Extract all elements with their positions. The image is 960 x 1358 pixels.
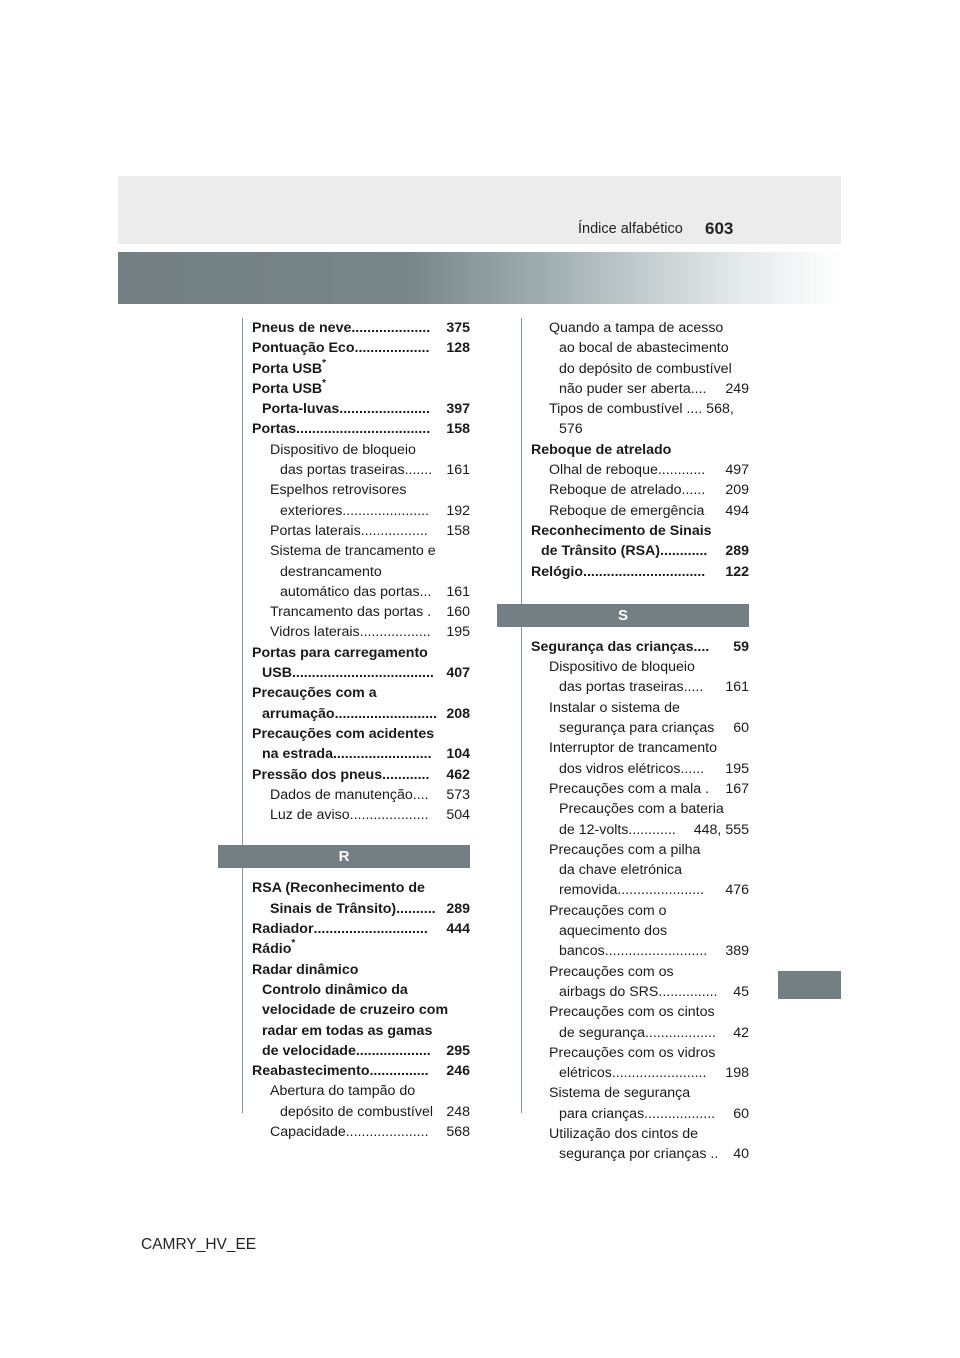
- page-reference: 208: [446, 705, 470, 722]
- page-reference: 42: [733, 1024, 749, 1041]
- entry-term: segurança para crianças: [559, 720, 715, 737]
- index-entry: [531, 677, 749, 697]
- dot-leader: ..........................: [604, 943, 708, 960]
- index-entry: [252, 1021, 470, 1041]
- index-entry: [252, 1102, 470, 1122]
- index-entry: [531, 480, 749, 500]
- entry-term: Dispositivo de bloqueio: [270, 441, 416, 458]
- index-entry: [531, 1043, 749, 1063]
- index-entry: [531, 779, 749, 799]
- entry-term: Dados de manutenção: [270, 786, 413, 803]
- entry-term: Reboque de atrelado: [531, 441, 672, 458]
- entry-term: Relógio: [531, 563, 584, 580]
- page-reference: 389: [725, 943, 749, 960]
- index-entry: [531, 941, 749, 961]
- index-entry: [252, 1081, 470, 1101]
- index-entry: [531, 419, 749, 439]
- chapter-side-tab: [778, 971, 841, 999]
- page-reference: 462: [446, 766, 470, 783]
- entry-term: Precauções com os vidros: [549, 1044, 716, 1061]
- index-entry: [252, 480, 470, 500]
- index-entry: [252, 359, 470, 379]
- page-reference: 248: [446, 1103, 470, 1120]
- dot-leader: ....................................: [291, 665, 434, 682]
- entry-term: para crianças: [559, 1105, 645, 1122]
- entry-term: das portas traseiras: [559, 679, 684, 696]
- index-entry: [252, 460, 470, 480]
- page-reference: 160: [446, 604, 470, 621]
- entry-term: ao bocal de abastecimento: [559, 340, 729, 357]
- entry-term: Portas para carregamento: [252, 644, 428, 661]
- index-entry: [252, 1041, 470, 1061]
- dot-leader: ...................: [355, 1042, 431, 1059]
- entry-term: Radar dinâmico: [252, 961, 359, 978]
- entry-term: do depósito de combustível: [559, 360, 732, 377]
- index-entry: [531, 880, 749, 900]
- index-entry: [531, 460, 749, 480]
- header-gradient-bar: [118, 252, 841, 304]
- dot-leader: .........................: [332, 746, 432, 763]
- page-reference: 158: [446, 522, 470, 539]
- page-reference: 104: [446, 746, 470, 763]
- entry-term: Dispositivo de bloqueio: [549, 659, 695, 676]
- index-entry: [531, 318, 749, 338]
- entry-term: Reboque de atrelado: [549, 482, 682, 499]
- index-entry: [252, 704, 470, 724]
- index-entry: [531, 541, 749, 561]
- page-reference: 192: [446, 502, 470, 519]
- index-entry: [531, 521, 749, 541]
- page-reference: 246: [446, 1063, 470, 1080]
- entry-term: de velocidade: [262, 1042, 356, 1059]
- entry-term: arrumação: [262, 705, 335, 722]
- index-entry: [531, 657, 749, 677]
- entry-term: Porta USB: [252, 360, 323, 377]
- index-entry: [531, 820, 749, 840]
- dot-leader: ..................: [359, 624, 431, 641]
- entry-term: Reboque de emergência: [549, 502, 705, 519]
- dot-leader: ..................: [644, 1105, 716, 1122]
- dot-leader: ............: [660, 543, 708, 560]
- entry-term: Sinais de Trânsito): [270, 900, 397, 917]
- index-entry: [531, 399, 749, 419]
- page-reference: 158: [446, 421, 470, 438]
- entry-term: Reconhecimento de Sinais: [531, 522, 712, 539]
- index-entry: [252, 805, 470, 825]
- entries-p: [252, 318, 470, 825]
- page-reference: 504: [446, 807, 470, 824]
- index-entry: [252, 379, 470, 399]
- dot-leader: ....................: [351, 320, 431, 336]
- index-entry: [531, 1023, 749, 1043]
- dot-leader: ..........................: [334, 705, 438, 722]
- dot-leader: ......................: [617, 882, 705, 899]
- page-reference: 161: [446, 583, 470, 600]
- index-entry: [531, 698, 749, 718]
- index-entry: [252, 765, 470, 785]
- entry-term: Trancamento das portas .: [270, 604, 432, 621]
- entry-term: airbags do SRS: [559, 983, 659, 1000]
- entry-term: Sistema de segurança: [549, 1085, 691, 1102]
- entry-term: não puder ser aberta: [559, 380, 691, 397]
- entry-term: na estrada: [262, 746, 333, 763]
- column-rule-left: [242, 318, 243, 1113]
- dot-leader: ...............................: [583, 563, 706, 580]
- entry-term: RSA (Reconhecimento de: [252, 880, 425, 897]
- entry-term: Pontuação Eco: [252, 340, 355, 357]
- index-entry: [252, 318, 470, 338]
- index-entry: [252, 541, 470, 561]
- index-entry: [531, 962, 749, 982]
- entries-r: [252, 878, 470, 1142]
- entry-term: 576: [559, 421, 583, 438]
- index-entry: [531, 901, 749, 921]
- page-reference: 444: [446, 921, 470, 938]
- index-entry: [252, 785, 470, 805]
- entry-term: Luz de aviso: [270, 807, 350, 824]
- page-reference: 375: [446, 320, 470, 336]
- entry-term: Quando a tampa de acesso: [549, 320, 724, 336]
- page-reference: 497: [725, 462, 749, 479]
- index-entry: [531, 982, 749, 1002]
- entry-term: Instalar o sistema de: [549, 699, 680, 716]
- entry-term: exteriores: [280, 502, 343, 519]
- entry-term: Espelhos retrovisores: [270, 482, 407, 499]
- index-column-1: [252, 318, 470, 1142]
- page-reference: 128: [446, 340, 470, 357]
- index-entry: [531, 718, 749, 738]
- index-entry: [252, 960, 470, 980]
- footnote-asterisk: *: [322, 357, 327, 369]
- dot-leader: ...................: [354, 340, 430, 357]
- entry-term: aquecimento dos: [559, 923, 668, 940]
- dot-leader: ..................: [644, 1024, 716, 1041]
- index-entry: [252, 683, 470, 703]
- index-entry: [531, 338, 749, 358]
- entry-term: Portas laterais: [270, 522, 361, 539]
- index-entry: [252, 440, 470, 460]
- page-reference: 249: [725, 380, 749, 397]
- dot-leader: ....: [690, 380, 707, 397]
- entry-term: destrancamento: [280, 563, 382, 580]
- dot-leader: ...............: [658, 983, 718, 1000]
- index-entry: [252, 622, 470, 642]
- dot-leader: ............: [657, 462, 706, 479]
- index-entry: [531, 799, 749, 819]
- entries-p-continued: [531, 318, 749, 582]
- footnote-asterisk: *: [291, 938, 296, 950]
- entry-term: Precauções com a bateria: [559, 801, 724, 818]
- entry-term: de Trânsito (RSA): [541, 543, 661, 560]
- index-entry: [531, 1124, 749, 1144]
- entry-term: Precauções com a mala .: [549, 780, 710, 797]
- page-reference: 289: [725, 543, 749, 560]
- entry-term: Pressão dos pneus: [252, 766, 383, 783]
- entry-term: de 12-volts: [559, 821, 629, 838]
- index-entry: [252, 919, 470, 939]
- entry-term: Radiador: [252, 921, 314, 938]
- page-reference: 167: [725, 780, 749, 797]
- entry-term: Porta-luvas: [262, 401, 340, 418]
- entry-term: Reabastecimento: [252, 1063, 370, 1080]
- entry-term: Abertura do tampão do: [270, 1083, 416, 1100]
- entry-term: Interruptor de trancamento: [549, 740, 717, 757]
- index-entry: [252, 744, 470, 764]
- dot-leader: ..................................: [296, 421, 431, 438]
- page-reference: 209: [725, 482, 749, 499]
- entry-term: Rádio: [252, 941, 292, 958]
- entry-term: USB: [262, 665, 292, 682]
- page-reference: 161: [725, 679, 749, 696]
- entry-term: Olhal de reboque: [549, 462, 658, 479]
- index-entry: [531, 1104, 749, 1124]
- entry-term: das portas traseiras: [280, 462, 405, 479]
- dot-leader: ........................: [611, 1065, 707, 1082]
- index-entry: [252, 724, 470, 744]
- entry-term: Precauções com os cintos: [549, 1004, 715, 1021]
- index-entry: [531, 1144, 749, 1164]
- index-entry: [252, 939, 470, 959]
- index-entry: [252, 602, 470, 622]
- index-entry: [531, 759, 749, 779]
- page-reference: 476: [725, 882, 749, 899]
- entry-term: Precauções com o: [549, 902, 667, 919]
- page-reference: 122: [725, 563, 749, 580]
- dot-leader: .......: [404, 462, 433, 479]
- dot-leader: .............................: [313, 921, 428, 938]
- entry-term: Utilização dos cintos de: [549, 1125, 699, 1142]
- page-reference: 295: [446, 1042, 470, 1059]
- dot-leader: .................: [360, 522, 428, 539]
- entry-term: Capacidade: [270, 1123, 346, 1140]
- index-entry: [252, 980, 470, 1000]
- entry-term: Portas: [252, 421, 297, 438]
- entry-term: Precauções com a pilha: [549, 841, 701, 858]
- entry-term: Precauções com acidentes: [252, 725, 435, 742]
- page-reference: 289: [446, 900, 470, 917]
- entry-term: segurança por crianças ..: [559, 1146, 719, 1163]
- index-entry: [252, 643, 470, 663]
- index-entry: [252, 562, 470, 582]
- dot-leader: ......................: [342, 502, 430, 519]
- index-entry: [531, 359, 749, 379]
- entry-term: Vidros laterais: [270, 624, 360, 641]
- page-reference: 40: [733, 1146, 749, 1163]
- index-entry: [531, 440, 749, 460]
- index-entry: [252, 521, 470, 541]
- page-reference: 60: [733, 1105, 749, 1122]
- page-reference: 198: [725, 1065, 749, 1082]
- entry-term: Porta USB: [252, 380, 323, 397]
- document-code: CAMRY_HV_EE: [141, 1236, 257, 1253]
- page-reference: 60: [733, 720, 749, 737]
- index-entry: [531, 1002, 749, 1022]
- page-reference: 397: [446, 401, 470, 418]
- entry-term: Precauções com os: [549, 963, 674, 980]
- entry-term: removida: [559, 882, 618, 899]
- section-title: Índice alfabético: [578, 221, 683, 237]
- column-rule-right: [521, 318, 522, 1113]
- entry-term: Sistema de trancamento e: [270, 543, 436, 560]
- letter-heading-s: S: [497, 604, 749, 627]
- index-entry: [531, 1083, 749, 1103]
- dot-leader: .......................: [339, 401, 430, 418]
- entry-term: Pneus de neve: [252, 320, 352, 336]
- page-number: 603: [705, 219, 734, 238]
- index-entry: [252, 582, 470, 602]
- entry-term: depósito de combustível: [280, 1103, 434, 1120]
- index-entry: [531, 379, 749, 399]
- page-reference: 407: [446, 665, 470, 682]
- footnote-asterisk: *: [322, 377, 327, 389]
- index-entry: [252, 899, 470, 919]
- index-column-2: [531, 318, 749, 1165]
- dot-leader: .....................: [345, 1123, 429, 1140]
- entry-term: de segurança: [559, 1024, 645, 1041]
- page-reference: 195: [725, 760, 749, 777]
- index-entry: [252, 399, 470, 419]
- index-entry: [252, 1122, 470, 1142]
- entry-term: dos vidros elétricos: [559, 760, 681, 777]
- dot-leader: .....: [683, 679, 704, 696]
- entries-s: [531, 637, 749, 1165]
- index-entry: [252, 663, 470, 683]
- page-reference: 448, 555: [693, 821, 749, 838]
- entry-term: da chave eletrónica: [559, 862, 683, 879]
- page-reference: 45: [733, 983, 749, 1000]
- index-entry: [252, 419, 470, 439]
- entry-term: elétricos: [559, 1065, 612, 1082]
- dot-leader: ..........: [396, 900, 436, 917]
- page-reference: 494: [725, 502, 749, 519]
- entry-term: bancos: [559, 943, 605, 960]
- index-entry: [531, 738, 749, 758]
- dot-leader: ....................: [349, 807, 429, 824]
- index-entry: [252, 1061, 470, 1081]
- page-reference: 59: [733, 638, 749, 655]
- entry-term: automático das portas: [280, 583, 420, 600]
- index-entry: [531, 637, 749, 657]
- index-entry: [252, 878, 470, 898]
- dot-leader: ...: [419, 583, 432, 600]
- dot-leader: ............: [382, 766, 430, 783]
- entry-term: Tipos de combustível .... 568,: [549, 401, 734, 418]
- index-entry: [252, 1000, 470, 1020]
- letter-heading-r: R: [218, 845, 470, 868]
- dot-leader: ...............: [369, 1063, 429, 1080]
- page-reference: 573: [446, 786, 470, 803]
- index-entry: [531, 860, 749, 880]
- index-entry: [252, 338, 470, 358]
- entry-term: velocidade de cruzeiro com: [262, 1002, 449, 1019]
- dot-leader: ....: [693, 638, 710, 655]
- entry-term: Controlo dinâmico da: [262, 981, 408, 998]
- index-entry: [531, 1063, 749, 1083]
- entry-term: Segurança das crianças: [531, 638, 694, 655]
- dot-leader: ......: [681, 482, 706, 499]
- index-entry: [531, 921, 749, 941]
- entry-term: radar em todas as gamas: [262, 1022, 433, 1039]
- entry-term: Precauções com a: [252, 685, 377, 702]
- dot-leader: ............: [628, 821, 676, 838]
- page-reference: 195: [446, 624, 470, 641]
- page-reference: 161: [446, 462, 470, 479]
- page-reference: 568: [446, 1123, 470, 1140]
- dot-leader: ......: [680, 760, 705, 777]
- index-entry: [531, 562, 749, 582]
- index-entry: [252, 501, 470, 521]
- dot-leader: ....: [412, 786, 429, 803]
- index-entry: [531, 840, 749, 860]
- index-entry: [531, 501, 749, 521]
